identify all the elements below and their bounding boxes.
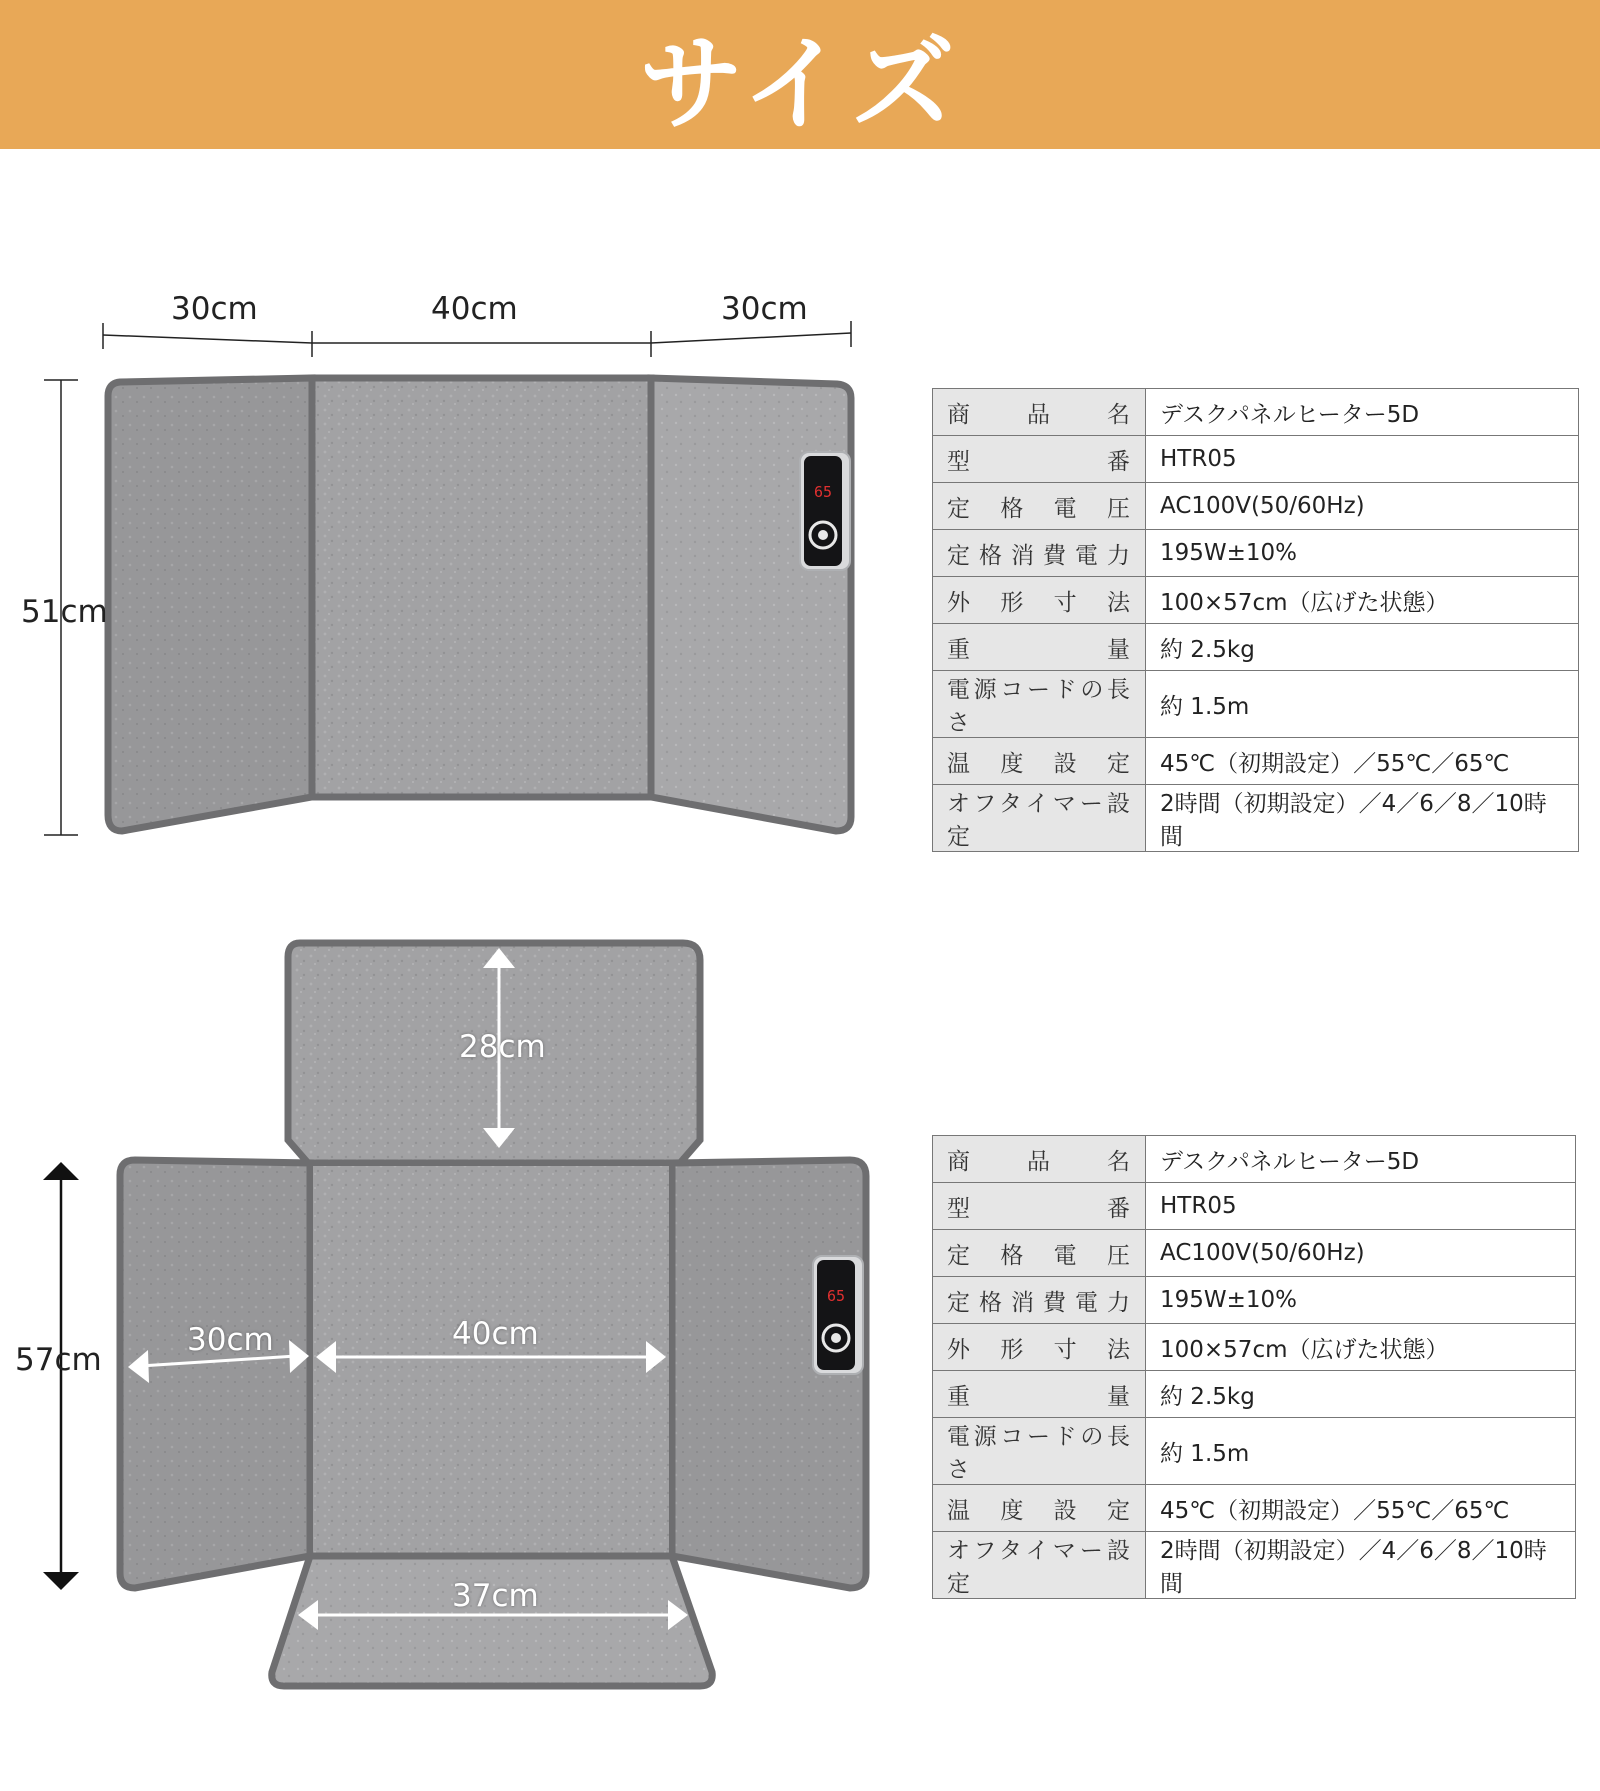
folded-heater xyxy=(44,321,851,835)
table-row: 定格消費電力 195W±10% xyxy=(933,530,1579,577)
controller-icon xyxy=(813,1256,863,1374)
table-row: 定格電圧 AC100V(50/60Hz) xyxy=(933,1230,1576,1277)
table-row: 電源コードの長さ 約 1.5m xyxy=(933,1418,1576,1485)
table-row: 型番 HTR05 xyxy=(933,436,1579,483)
table-row: 電源コードの長さ 約 1.5m xyxy=(933,671,1579,738)
dim-top-flap: 28cm xyxy=(459,1029,546,1065)
table-row: オフタイマー設定 2時間（初期設定）／4／6／8／10時間 xyxy=(933,785,1579,852)
spec-table-top xyxy=(932,388,1579,852)
display-value: 65 xyxy=(813,483,833,501)
table-row: 重量 約 2.5kg xyxy=(933,1371,1576,1418)
dim-width-right: 30cm xyxy=(721,291,808,327)
table-row: 定格電圧 AC100V(50/60Hz) xyxy=(933,483,1579,530)
table-row: 型番 HTR05 xyxy=(933,1183,1576,1230)
dim-width-center: 40cm xyxy=(431,291,518,327)
table-row: 外形寸法 100×57cm（広げた状態） xyxy=(933,1324,1576,1371)
table-row: 商品名 デスクパネルヒーター5D xyxy=(933,389,1579,436)
dim-height-unfolded: 57cm xyxy=(15,1342,102,1378)
display-value: 65 xyxy=(826,1287,846,1305)
unfolded-heater xyxy=(43,943,866,1686)
dim-center-width: 40cm xyxy=(452,1316,539,1352)
table-row: オフタイマー設定 2時間（初期設定）／4／6／8／10時間 xyxy=(933,1532,1576,1599)
table-row: 商品名 デスクパネルヒーター5D xyxy=(933,1136,1576,1183)
dim-side-flap: 30cm xyxy=(187,1322,274,1358)
table-row: 外形寸法 100×57cm（広げた状態） xyxy=(933,577,1579,624)
page-title: サイズ xyxy=(639,22,961,145)
dim-bottom-flap: 37cm xyxy=(452,1578,539,1614)
table-row: 温度設定 45℃（初期設定）／55℃／65℃ xyxy=(933,738,1579,785)
controller-icon xyxy=(800,452,850,570)
dim-width-left: 30cm xyxy=(171,291,258,327)
dim-height-folded: 51cm xyxy=(21,594,108,630)
table-row: 温度設定 45℃（初期設定）／55℃／65℃ xyxy=(933,1485,1576,1532)
table-row: 定格消費電力 195W±10% xyxy=(933,1277,1576,1324)
table-row: 重量 約 2.5kg xyxy=(933,624,1579,671)
spec-table-bottom xyxy=(932,1135,1576,1599)
